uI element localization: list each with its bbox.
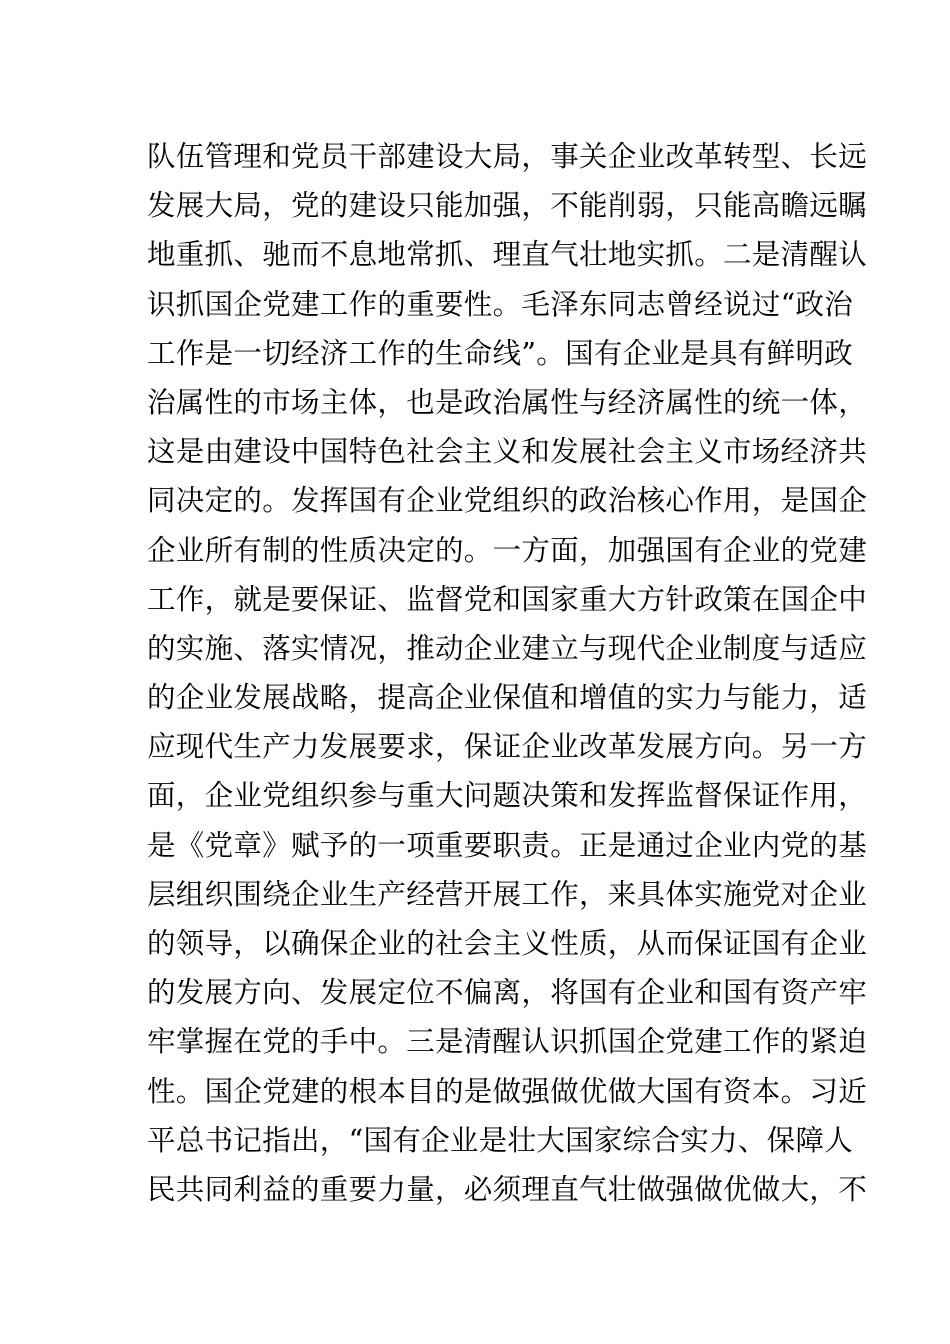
text-line-2: 发展大局，党的建设只能加强，不能削弱，只能高瞻远瞩 [147, 189, 868, 223]
text-line-10: 工作，就是要保证、监督党和国家重大方针政策在国企中 [147, 582, 868, 616]
text-line-19: 牢掌握在党的手中。三是清醒认识抓国企党建工作的紧迫 [147, 1025, 868, 1059]
text-line-6: 治属性的市场主体，也是政治属性与经济属性的统一体， [147, 385, 868, 419]
text-line-21: 平总书记指出，“国有企业是壮大国家综合实力、保障人 [147, 1123, 854, 1157]
text-line-17: 的领导，以确保企业的社会主义性质，从而保证国有企业 [147, 927, 868, 960]
text-line-13: 应现代生产力发展要求，保证企业改革发展方向。另一方 [147, 730, 868, 764]
text-line-14: 面，企业党组织参与重大问题决策和发挥监督保证作用， [147, 779, 868, 813]
text-line-11: 的实施、落实情况，推动企业建立与现代企业制度与适应 [147, 631, 868, 665]
text-line-12: 的企业发展战略，提高企业保值和增值的实力与能力，适 [147, 681, 868, 715]
text-line-3: 地重抓、驰而不息地常抓、理直气壮地实抓。二是清醒认 [147, 238, 868, 272]
text-line-5: 工作是一切经济工作的生命线”。国有企业是具有鲜明政 [147, 336, 854, 370]
text-line-16: 层组织围绕企业生产经营开展工作，来具体实施党对企业 [147, 877, 868, 911]
text-line-9: 企业所有制的性质决定的。一方面，加强国有企业的党建 [147, 533, 868, 567]
text-line-20: 性。国企党建的根本目的是做强做优做大国有资本。习近 [147, 1074, 868, 1108]
text-line-22: 民共同利益的重要力量，必须理直气壮做强做优做大，不 [147, 1172, 868, 1206]
text-line-15: 是《党章》赋予的一项重要职责。正是通过企业内党的基 [147, 828, 868, 862]
text-line-4: 识抓国企党建工作的重要性。毛泽东同志曾经说过“政治 [147, 287, 854, 321]
body-text [147, 132, 868, 1214]
text-line-8: 同决定的。发挥国有企业党组织的政治核心作用，是国企 [147, 484, 868, 518]
text-line-7: 这是由建设中国特色社会主义和发展社会主义市场经济共 [147, 435, 868, 469]
text-line-1: 队伍管理和党员干部建设大局，事关企业改革转型、长远 [147, 140, 868, 173]
text-line-18: 的发展方向、发展定位不偏离，将国有企业和国有资产牢 [147, 976, 868, 1010]
